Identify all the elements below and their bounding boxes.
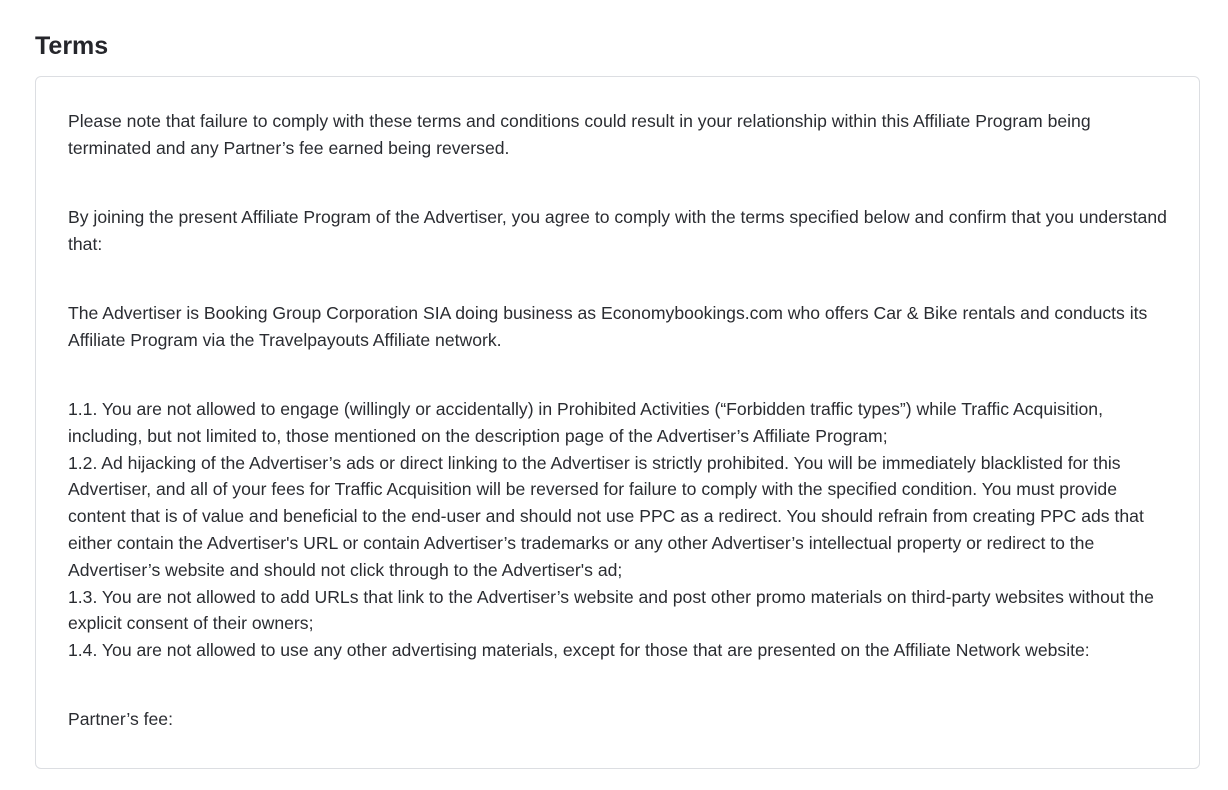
- terms-rule-1-4: 1.4. You are not allowed to use any other advertising materials, except for those that are presented on the Affiliate Network website:: [68, 640, 1090, 661]
- section-title: Terms: [35, 32, 109, 60]
- partner-fee-label: Partner’s fee:: [68, 708, 173, 729]
- terms-rule-1-3: 1.3. You are not allowed to add URLs that link to the Advertiser’s website and post other promo materials on third-party websites without the explicit consent of their owners;: [68, 586, 1154, 634]
- terms-rule-1-2: 1.2. Ad hijacking of the Advertiser’s ads or direct linking to the Advertiser is strictly prohibited. You will be immediately blacklisted for this Advertiser, and all of your fees for Traffic Acquisition will be reversed for failure to comply with the specified condition. You must provide content that is of value and beneficial to the end-user and should not use PPC as a redirect. You should refrain from creating PPC ads that either contain the Advertiser's URL or contain Advertiser’s trademarks or any other Advertiser’s intellectual property or redirect to the Advertiser’s website and should not click through to the Advertiser's ad;: [68, 452, 1144, 580]
- terms-section: [35, 28, 1200, 769]
- terms-notice: Please note that failure to comply with these terms and conditions could result in your relationship within this Affiliate Program being terminated and any Partner’s fee earned being reversed.: [68, 111, 1091, 158]
- terms-rule-1-1: 1.1. You are not allowed to engage (willingly or accidentally) in Prohibited Activities (“Forbidden traffic types”) while Traffic Acquisition, including, but not limited to, those mentioned on the description page of the Advertiser’s Affiliate Program;: [68, 399, 1103, 446]
- terms-agreement: By joining the present Affiliate Program of the Advertiser, you agree to comply with the terms specified below and confirm that you understand that:: [68, 207, 1167, 254]
- terms-card: [35, 76, 1200, 769]
- terms-rules-list: [68, 396, 1167, 664]
- terms-advertiser-info: The Advertiser is Booking Group Corporation SIA doing business as Economybookings.com who offers Car & Bike rentals and conducts its Affiliate Program via the Travelpayouts Affiliate network.: [68, 303, 1148, 350]
